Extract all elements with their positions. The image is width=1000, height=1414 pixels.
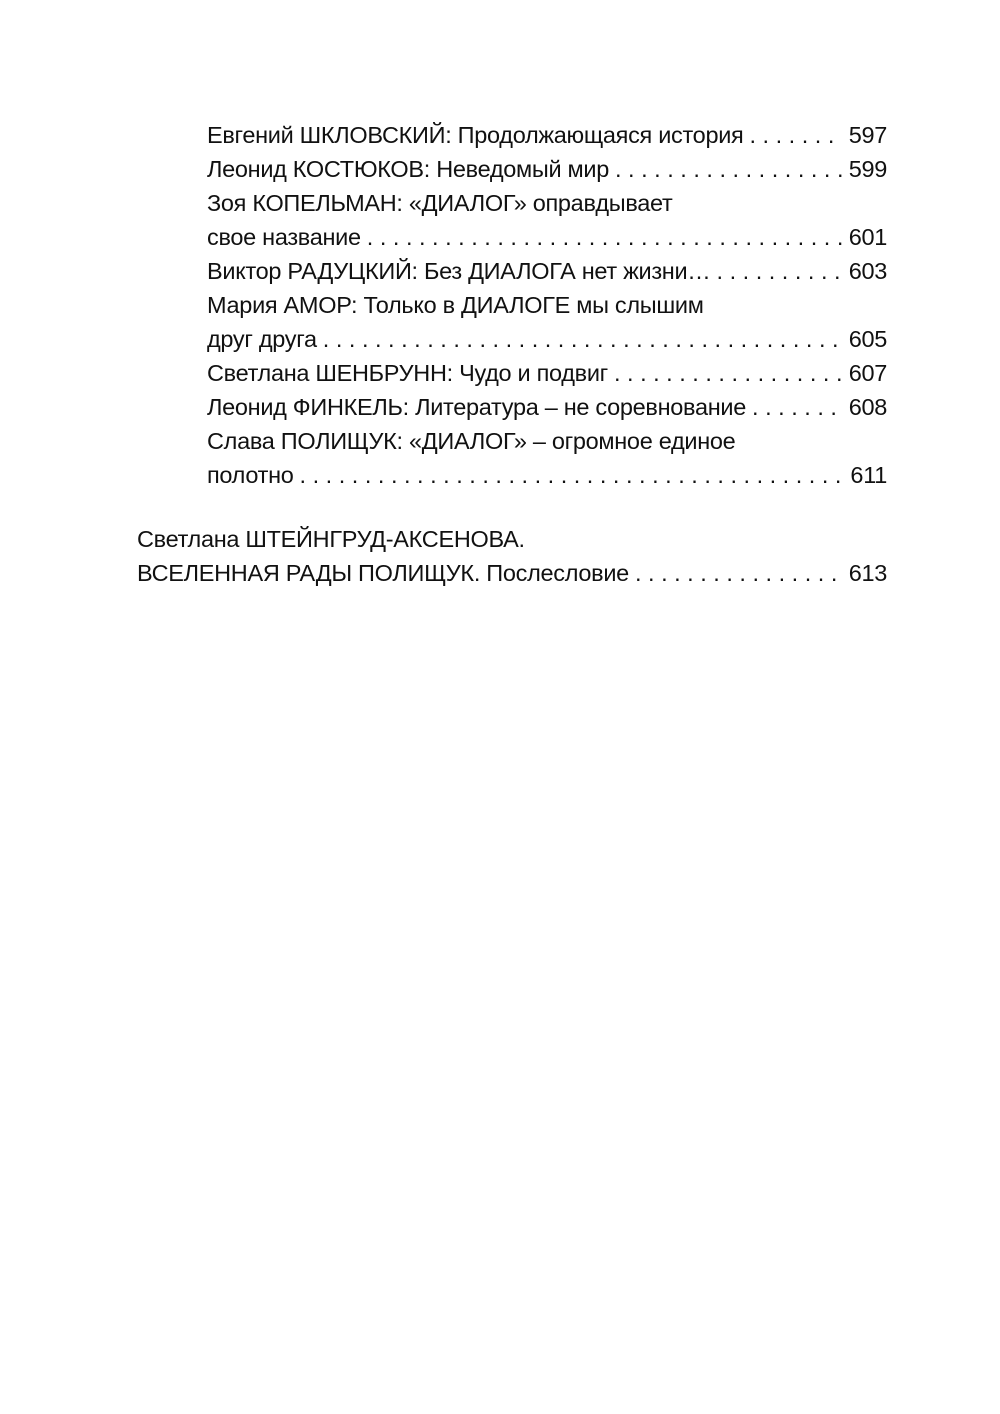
dot-leader <box>749 118 842 152</box>
toc-entry <box>207 254 887 288</box>
dot-leader <box>614 356 843 390</box>
toc-entry-title: Виктор РАДУЦКИЙ: Без ДИАЛОГА нет жизни… <box>207 258 711 284</box>
afterword-entry <box>137 556 887 590</box>
toc-entry-title: друг друга <box>207 326 317 352</box>
toc-entry-page: 607 <box>848 360 887 386</box>
toc-entry-page: 599 <box>848 156 887 182</box>
toc-entry-title: Евгений ШКЛОВСКИЙ: Продолжающаяся история <box>207 122 744 148</box>
afterword-page: 613 <box>848 560 887 586</box>
dot-leader <box>752 390 843 424</box>
toc-entry <box>207 118 887 152</box>
toc-entry-title: полотно <box>207 462 294 488</box>
toc-entry-title: Леонид КОСТЮКОВ: Неведомый мир <box>207 156 609 182</box>
toc-entry-title: Светлана ШЕНБРУНН: Чудо и подвиг <box>207 360 608 386</box>
dot-leader <box>615 152 843 186</box>
toc-entry-title: Слава ПОЛИЩУК: «ДИАЛОГ» – огромное единое <box>207 428 736 454</box>
toc-entry-title: Леонид ФИНКЕЛЬ: Литература – не соревнование <box>207 394 747 420</box>
toc-entry-page: 608 <box>848 394 887 420</box>
toc-entry-title: Мария АМОР: Только в ДИАЛОГЕ мы слышим <box>207 292 704 318</box>
dot-leader <box>367 220 843 254</box>
toc-entry <box>207 152 887 186</box>
toc-entry <box>207 424 887 458</box>
dot-leader <box>635 556 843 590</box>
afterword-author <box>137 522 887 556</box>
toc-entry-page: 601 <box>848 224 887 250</box>
afterword-author-name: Светлана ШТЕЙНГРУД-АКСЕНОВА. <box>137 526 525 552</box>
toc-entry-continuation <box>207 322 887 356</box>
toc-entry <box>207 186 887 220</box>
toc-entry-title: Зоя КОПЕЛЬМАН: «ДИАЛОГ» оправдывает <box>207 190 673 216</box>
toc-entry-page: 603 <box>848 258 887 284</box>
toc-entry <box>207 356 887 390</box>
afterword-title: ВСЕЛЕННАЯ РАДЫ ПОЛИЩУК. Послесловие <box>137 560 629 586</box>
dot-leader <box>323 322 843 356</box>
toc-entry <box>207 288 887 322</box>
toc-entry-continuation <box>207 220 887 254</box>
dot-leader <box>300 458 845 492</box>
dot-leader <box>717 254 843 288</box>
toc-entry <box>207 390 887 424</box>
toc-entry-page: 605 <box>848 326 887 352</box>
toc-entry-page: 597 <box>848 122 887 148</box>
toc-entry-title: свое название <box>207 224 361 250</box>
toc-entry-continuation <box>207 458 887 492</box>
toc-entry-page: 611 <box>850 462 887 488</box>
